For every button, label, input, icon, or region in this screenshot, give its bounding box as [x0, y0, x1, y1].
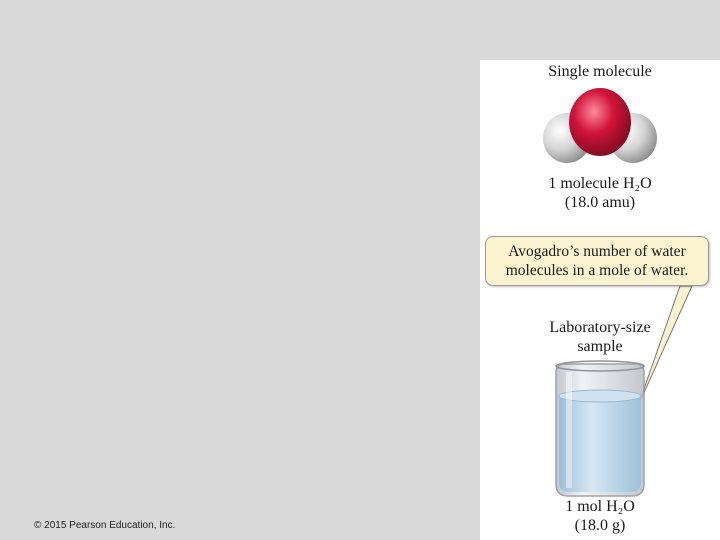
water-molecule-icon — [543, 88, 657, 163]
callout-line-1: Avogadro’s number of water — [508, 243, 686, 260]
figure-graphics — [480, 60, 720, 540]
molecule-label — [480, 174, 720, 212]
avogadro-callout — [485, 236, 709, 286]
oxygen-atom — [569, 88, 631, 156]
lab-sample-label — [480, 318, 720, 356]
callout-line-2: molecules in a mole of water. — [505, 262, 689, 279]
mole-concept-figure — [480, 60, 720, 540]
copyright-notice: © 2015 Pearson Education, Inc. — [34, 520, 176, 531]
beaker-icon — [556, 361, 644, 496]
molecule-label-mass: (18.0 amu) — [564, 194, 636, 211]
lab-label-line-2: sample — [577, 338, 623, 355]
beaker-label-mass: (18.0 g) — [574, 517, 626, 534]
beaker-label-formula: 1 mol H₂O — [565, 498, 635, 515]
molecule-label-formula: 1 molecule H₂O — [548, 175, 652, 192]
figure-title: Single molecule — [548, 63, 652, 80]
beaker-label — [480, 497, 720, 535]
lab-label-line-1: Laboratory-size — [549, 319, 651, 336]
